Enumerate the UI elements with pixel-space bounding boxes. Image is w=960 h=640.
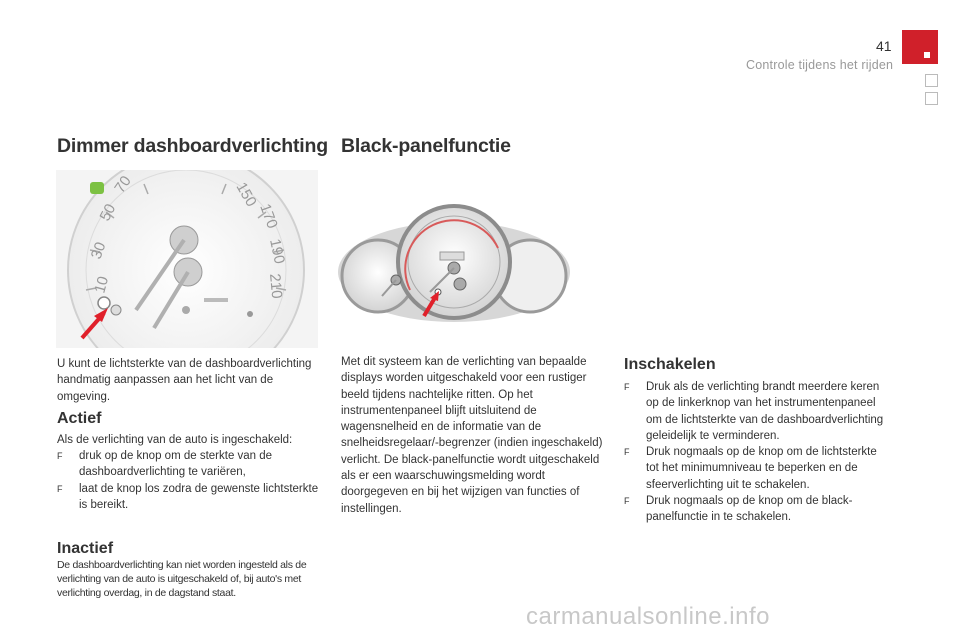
bullet-mark: F bbox=[624, 447, 630, 458]
bullet-mark: F bbox=[624, 382, 630, 392]
actief-list bbox=[57, 448, 319, 513]
chapter-tab-marker bbox=[924, 52, 930, 58]
inactief-title: Inactief bbox=[57, 540, 114, 557]
bullet-mark: F bbox=[624, 496, 630, 507]
chapter-box-1 bbox=[925, 74, 938, 87]
black-panel-body: Met dit systeem kan de verlichting van bepaalde displays worden uitgeschakeld voor een rustiger beeld tijdens nachtelijke ritten. Op het instrumentenpaneel blijft uitsluitend de wagensnelheid en de informatie van de snelheidsregelaar/-begrenzer (indien ingeschakeld) verlicht. De black-panelfunctie wordt uitgeschakeld als er een waarschuwingsmelding wordt doorgegeven en bij het wijzigen van functies of instellingen. bbox=[341, 356, 603, 515]
list-item: F Druk nogmaals op de knop om de black-panelfunctie in te schakelen. bbox=[624, 495, 853, 524]
bullet-mark: F bbox=[57, 451, 63, 461]
watermark: carmanualsonline.info bbox=[526, 603, 770, 630]
dimmer-intro: U kunt de lichtsterkte van de dashboardverlichting handmatig aanpassen aan het licht van de omgeving. bbox=[57, 358, 312, 403]
list-item: F druk op de knop om de sterkte van de dashboardverlichting te variëren, bbox=[57, 450, 273, 479]
chapter-tab bbox=[902, 30, 938, 64]
speed-mark: 190 bbox=[266, 237, 288, 266]
page-number: 41 bbox=[876, 38, 892, 54]
list-item: F Druk als de verlichting brandt meerdere keren op de linkerknop van het instrumentenpaneel om de lichtsterkte van de dashboardverlichting geleidelijk te verminderen. bbox=[624, 381, 884, 442]
brightness-icon bbox=[111, 305, 121, 315]
inactief-text: De dashboardverlichting kan niet worden ingesteld als de verlichting van de auto is uitgeschakeld of, bij auto's met verlichting overdag, in de dagstand staat. bbox=[57, 559, 307, 599]
inschakelen-list bbox=[624, 379, 886, 526]
dimmer-button-icon bbox=[98, 297, 110, 309]
speed-mark: 150 bbox=[232, 179, 260, 210]
speed-mark: 170 bbox=[256, 201, 281, 231]
bullet-mark: F bbox=[57, 483, 63, 494]
light-indicator-icon bbox=[90, 182, 104, 194]
black-panel-title: Black-panelfunctie bbox=[341, 135, 511, 157]
dimmer-title: Dimmer dashboardverlichting bbox=[57, 135, 328, 157]
section-title: Controle tijdens het rijden bbox=[746, 58, 894, 72]
speed-mark: 210 bbox=[266, 272, 286, 300]
chapter-box-2 bbox=[925, 92, 938, 105]
list-item: F laat de knop los zodra de gewenste lichtsterkte is bereikt. bbox=[57, 482, 319, 511]
speed-mark: 30 bbox=[87, 239, 110, 262]
speed-mark: 10 bbox=[91, 274, 113, 296]
speed-mark: 50 bbox=[96, 201, 120, 224]
actief-intro: Als de verlichting van de auto is ingeschakeld: bbox=[57, 434, 293, 446]
instrument-panel-figure bbox=[338, 188, 570, 322]
dimmer-dashboard-figure bbox=[56, 170, 318, 348]
inschakelen-title: Inschakelen bbox=[624, 356, 716, 373]
list-item: F Druk nogmaals op de knop om de lichtsterkte tot het minimumniveau te beperken en de sfeerverlichting uit te schakelen. bbox=[624, 446, 877, 491]
speed-mark: 70 bbox=[111, 172, 135, 197]
actief-title: Actief bbox=[57, 410, 102, 427]
